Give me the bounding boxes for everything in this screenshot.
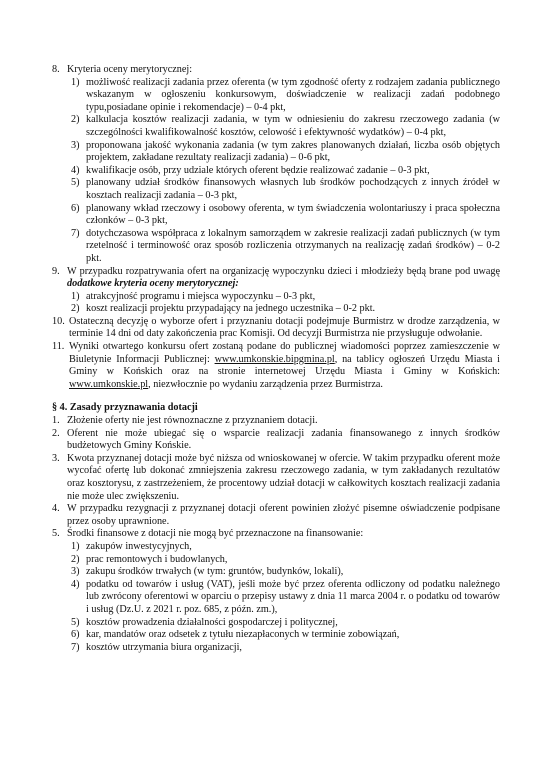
criteria-point-11: 11. Wyniki otwartego konkursu ofert zostaną podane do publicznej wiadomości poprzez zamieszczenie w Biuletynie Informacji Publicznej: www.umkonskie.bipgmina.pl, na tablicy ogłoszeń Urzędu Miasta i Gminy w Końskich oraz na stronie internetowej Urzędu Miasta i Gminy w Końskich: www.umkonskie.pl, niezwłocznie po wydaniu zarządzenia przez Burmistrza. [52, 341, 500, 390]
subitem-text: planowany udział środków finansowych własnych lub środków pochodzących z innych źródeł w kosztach realizacji zadania – 0-3 pkt, [86, 177, 500, 201]
subitem-text: kalkulacja kosztów realizacji zadania, w tym w odniesieniu do zakresu rzeczowego zadania (w szczególności kwalifikowalność kosztów, celowość i efektywność wydatków) – 0-4 pkt, [86, 114, 500, 138]
rule-point: 1. Złożenie oferty nie jest równoznaczne z przyznaniem dotacji. [52, 415, 318, 427]
criteria-subitem: 7) dotychczasowa współpraca z lokalnym samorządem w zakresie realizacji zadań publicznych (w tym rzetelność i terminowość oraz sposób rozliczenia otrzymanych na realizację zadań środków) – 0-2 pkt. [71, 227, 500, 264]
subitem-text: planowany wkład rzeczowy i osobowy oferenta, w tym świadczenia wolontariuszy i praca społeczna członków – 0-3 pkt, [86, 202, 500, 227]
point-number: 10. [52, 315, 65, 327]
subitem-text: dotychczasowa współpraca z lokalnym samorządem w zakresie realizacji zadań publicznych (w tym rzetelność i terminowość oraz sposób rozliczenia otrzymanych na realizację zadań środków) – 0-2 pkt. [86, 227, 500, 264]
subitem-text: kosztów utrzymania biura organizacji, [86, 641, 242, 653]
criteria-subitem: 1) możliwość realizacji zadania przez oferenta (w tym zgodność oferty z rodzajem zadania publicznego wskazanym w ogłoszeniu konkursowym, doświadczenie w realizacji zadań podobnego typu,posiadane opinie i rekomendacje) – 0-4 pkt, [71, 76, 500, 113]
subitem-text: kar, mandatów oraz odsetek z tytułu niezapłaconych w terminie zobowiązań, [86, 629, 400, 641]
additional-criteria-emphasis: dodatkowe kryteria oceny merytorycznej: [67, 278, 239, 290]
point-text: Kryteria oceny merytorycznej: [67, 64, 193, 75]
criteria-point-8 [52, 64, 500, 77]
subitem-text: możliwość realizacji zadania przez oferenta (w tym zgodność oferty z rodzajem zadania publicznego wskazanym w ogłoszeniu konkursowym, doświadczenie w realizacji zadań podobnego typu,posiadane opinie i rekomendacje) – 0-4 pkt, [86, 76, 500, 113]
excluded-cost-item: 3) zakupu środków trwałych (w tym: gruntów, budynków, lokali), [71, 566, 344, 578]
rule-point: 3. Kwota przyznanej dotacji może być niższa od wnioskowanej w ofercie. W takim przypadku oferent może wycofać ofertę lub dokonać zmniejszenia zakresu rzeczowego zadania, w tym zakładanych rezultatów oraz kosztorysu, z zastrzeżeniem, że procentowy udział dotacji w całkowitych kosztach realizacji zadania nie może ulec zwiększeniu. [52, 452, 500, 502]
point-number: 8. [52, 64, 60, 75]
website-link[interactable]: www.umkonskie.pl [69, 378, 149, 390]
criteria-subitem: 2) koszt realizacji projektu przypadający na jednego uczestnika – 0-2 pkt. [71, 303, 376, 315]
subitem-text: zakupów inwestycyjnych, [86, 540, 192, 552]
criteria-subitem: 3) proponowana jakość wykonania zadania (w tym zakres planowanych działań, liczba osób objętych projektem, zakładane rezultaty realizacji zadania) – 0-6 pkt, [71, 139, 500, 164]
subitem-text: podatku od towarów i usług (VAT), jeśli może być przez oferenta odliczony od podatku należnego lub zwrócony oferentowi w oparciu o przepisy ustawy z dnia 11 marca 2004 r. o podatku od towarów i usług (Dz.U. z 2021 r. poz. 685, z późn. zm.), [86, 578, 500, 615]
rule-point: 4. W przypadku rezygnacji z przyznanej dotacji oferent powinien złożyć pisemne oświadczenie podpisane przez osoby uprawnione. [52, 503, 500, 527]
subitem-text: kosztów prowadzenia działalności gospodarczej i politycznej, [86, 616, 338, 628]
criteria-subitem: 4) kwalifikacje osób, przy udziale których oferent będzie realizować zadanie – 0-3 pkt, [71, 164, 430, 176]
rule-text: Kwota przyznanej dotacji może być niższa od wnioskowanej w ofercie. W takim przypadku oferent może wycofać ofertę lub dokonać zmniejszenia zakresu rzeczowego zadania, w tym zakładanych rezultatów oraz kosztorysu, z zastrzeżeniem, że procentowy udział dotacji w całkowitych kosztach realizacji zadania nie może ulec zwiększeniu. [67, 452, 500, 502]
excluded-cost-item: 4) podatku od towarów i usług (VAT), jeśli może być przez oferenta odliczony od podatku należnego lub zwrócony oferentowi w oparciu o przepisy ustawy z dnia 11 marca 2004 r. o podatku od towarów i usług (Dz.U. z 2021 r. poz. 685, z późn. zm.), [71, 578, 500, 615]
subitem-text: proponowana jakość wykonania zadania (w tym zakres planowanych działań, liczba osób objętych projektem, zakładane rezultaty realizacji zadania) – 0-6 pkt, [86, 139, 500, 164]
criteria-point-10 [52, 316, 500, 341]
excluded-cost-item: 5) kosztów prowadzenia działalności gospodarczej i politycznej, [71, 616, 338, 628]
point-number: 9. [52, 265, 60, 277]
point-text: Ostateczną decyzję o wyborze ofert i przyznaniu dotacji podejmuje Burmistrz w drodze zarządzenia, w terminie 14 dni od daty zakończenia prac Komisji. Od decyzji Burmistrza nie przysługuje odwołanie. [69, 315, 500, 340]
rule-point: 2. Oferent nie może ubiegać się o wsparcie realizacji zadania finansowanego z innych środków budżetowych Gminy Końskie. [52, 427, 500, 452]
criteria-subitem: 2) kalkulacja kosztów realizacji zadania, w tym w odniesieniu do zakresu rzeczowego zadania (w szczególności kwalifikowalność kosztów, celowość i efektywność wydatków) – 0-4 pkt, [71, 114, 500, 138]
section-heading: § 4. Zasady przyznawania dotacji [52, 402, 198, 414]
subitem-text: atrakcyjność programu i miejsca wypoczynku – 0-3 pkt, [86, 290, 316, 302]
criteria-subitem: 6) planowany wkład rzeczowy i osobowy oferenta, w tym świadczenia wolontariuszy i praca społeczna członków – 0-3 pkt, [71, 202, 500, 227]
subitem-text: kwalifikacje osób, przy udziale których oferent będzie realizować zadanie – 0-3 pkt, [86, 164, 430, 176]
document-page [52, 64, 500, 654]
rule-text: Złożenie oferty nie jest równoznaczne z przyznaniem dotacji. [67, 415, 318, 427]
bip-link[interactable]: www.umkonskie.bipgmina.pl [214, 353, 335, 365]
rule-text: Środki finansowe z dotacji nie mogą być przeznaczone na finansowanie: [67, 528, 364, 540]
subitem-text: zakupu środków trwałych (w tym: gruntów, budynków, lokali), [86, 566, 344, 578]
excluded-cost-item: 2) prac remontowych i budowlanych, [71, 553, 228, 565]
rule-text: W przypadku rezygnacji z przyznanej dotacji oferent powinien złożyć pisemne oświadczenie podpisane przez osoby uprawnione. [67, 503, 500, 527]
point-text: W przypadku rozpatrywania ofert na organizację wypoczynku dzieci i młodzieży będą brane pod uwagę [67, 265, 500, 277]
criteria-point-9 [52, 266, 500, 291]
point-number: 11. [52, 341, 65, 353]
excluded-cost-item: 6) kar, mandatów oraz odsetek z tytułu niezapłaconych w terminie zobowiązań, [71, 629, 400, 641]
subitem-text: koszt realizacji projektu przypadający na jednego uczestnika – 0-2 pkt. [86, 303, 376, 315]
criteria-subitem: 5) planowany udział środków finansowych własnych lub środków pochodzących z innych źródeł w kosztach realizacji zadania – 0-3 pkt, [71, 177, 500, 201]
criteria-subitem: 1) atrakcyjność programu i miejsca wypoczynku – 0-3 pkt, [71, 290, 316, 302]
rule-point: 5. Środki finansowe z dotacji nie mogą być przeznaczone na finansowanie: [52, 528, 364, 540]
point-text: Wyniki otwartego konkursu ofert zostaną podane do publicznej wiadomości poprzez zamieszczenie w Biuletynie Informacji Publicznej: [69, 341, 500, 365]
subitem-text: prac remontowych i budowlanych, [86, 553, 228, 565]
rule-text: Oferent nie może ubiegać się o wsparcie realizacji zadania finansowanego z innych środków budżetowych Gminy Końskie. [67, 427, 500, 452]
excluded-cost-item: 1) zakupów inwestycyjnych, [71, 540, 192, 552]
excluded-cost-item: 7) kosztów utrzymania biura organizacji, [71, 641, 242, 653]
